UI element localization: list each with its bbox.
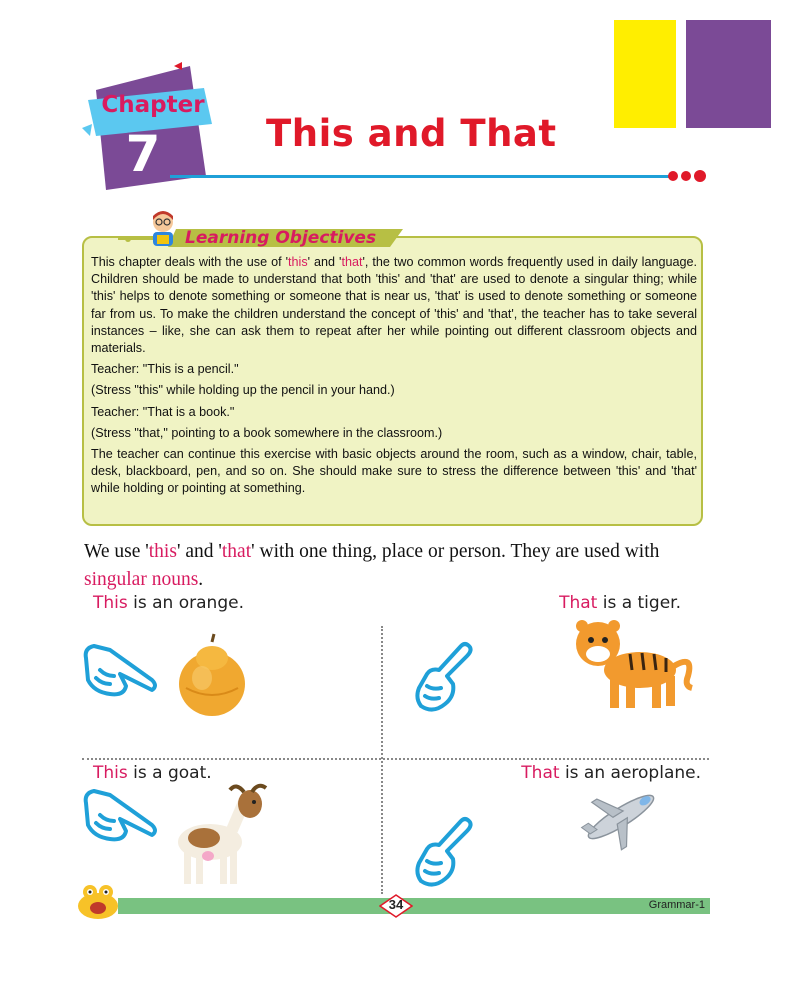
grid-divider-vertical bbox=[381, 626, 383, 894]
learning-objectives-heading: Learning Objectives bbox=[185, 228, 377, 248]
example-caption: This is an orange. bbox=[93, 593, 244, 613]
tiger-icon bbox=[570, 614, 698, 714]
goat-icon bbox=[170, 782, 272, 890]
page-number: 34 bbox=[388, 897, 404, 912]
pointing-hand-far-icon bbox=[413, 815, 475, 891]
example-caption: This is a goat. bbox=[93, 763, 212, 783]
title-underline bbox=[170, 175, 675, 178]
objectives-paragraph: This chapter deals with the use of 'this' and 'that', the two common words frequently used in daily language. Children should be made to understand that both 'this' and 'that' are used to denote a singular thing; while 'this' helps to denote something or someone that is near us, 'that' is used to denote something or someone far from us. To make the children understand the concept of 'this' and 'that', the teacher has to take several instances – like, she can ask them to repeat after her while pointing out different classroom objects and materials. bbox=[91, 255, 697, 356]
yellow-block bbox=[614, 20, 676, 128]
page-title: This and That bbox=[266, 112, 557, 155]
orange-icon bbox=[176, 632, 248, 718]
pointing-hand-far-icon bbox=[413, 640, 475, 716]
chapter-label: Chapter bbox=[101, 92, 205, 118]
purple-block bbox=[686, 20, 771, 128]
aeroplane-icon bbox=[580, 783, 662, 851]
title-dot bbox=[668, 171, 678, 181]
pointing-hand-near-icon bbox=[80, 785, 162, 845]
pointing-hand-near-icon bbox=[80, 640, 162, 700]
highlight-that: that bbox=[341, 255, 363, 269]
learning-objectives-text bbox=[91, 254, 697, 502]
chapter-number: 7 bbox=[125, 125, 161, 183]
grid-divider-horizontal bbox=[82, 758, 709, 760]
highlight-this: this bbox=[288, 255, 308, 269]
example-caption: That is a tiger. bbox=[559, 593, 681, 613]
monster-mascot-icon bbox=[76, 880, 120, 920]
title-dot bbox=[694, 170, 706, 182]
intro-text: We use 'this' and 'that' with one thing, place or person. They are used with singular nouns. bbox=[84, 541, 660, 590]
stress-note: (Stress "that," pointing to a book somewhere in the classroom.) bbox=[91, 425, 443, 440]
objectives-paragraph: The teacher can continue this exercise with basic objects around the room, such as a window, chair, table, desk, blackboard, pen, and so on. She should make sure to stress the difference between 'this' and 'that' while holding or pointing at something. bbox=[91, 447, 697, 496]
book-name: Grammar-1 bbox=[648, 899, 705, 911]
student-mascot-icon bbox=[146, 208, 180, 248]
stress-note: (Stress "this" while holding up the pencil in your hand.) bbox=[91, 383, 395, 398]
teacher-line: Teacher: "This is a pencil." bbox=[91, 362, 239, 377]
title-dot bbox=[681, 171, 691, 181]
example-caption: That is an aeroplane. bbox=[521, 763, 701, 783]
teacher-line: Teacher: "That is a book." bbox=[91, 404, 235, 419]
